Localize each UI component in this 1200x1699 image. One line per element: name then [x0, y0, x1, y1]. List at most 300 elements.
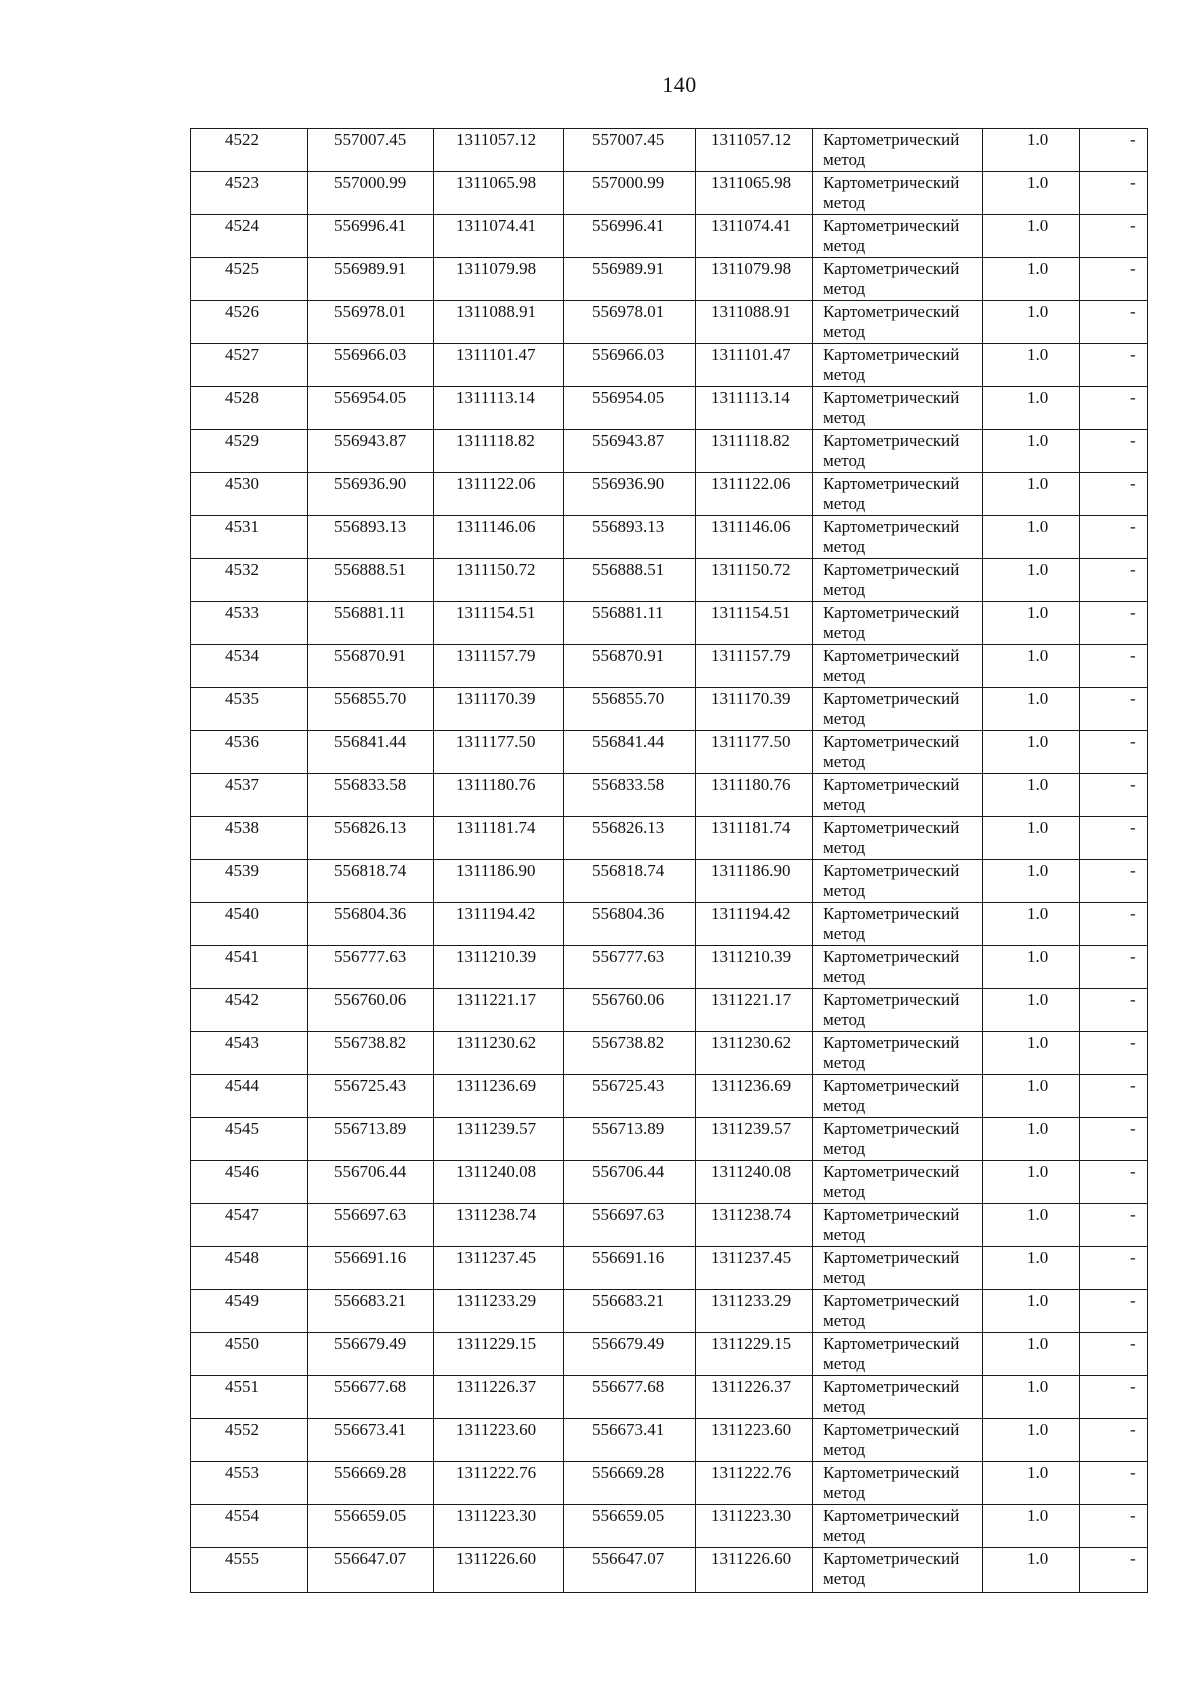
table-row [191, 1376, 1148, 1419]
point-number-cell: 4549 [191, 1290, 308, 1333]
method-cell: Картометрический метод [813, 1333, 983, 1376]
x-coordinate-cell: 556888.51 [308, 559, 434, 602]
table-row [191, 688, 1148, 731]
accuracy-cell: 1.0 [983, 774, 1080, 817]
x-coordinate-cell: 556855.70 [308, 688, 434, 731]
y-coordinate-cell: 1311226.37 [696, 1376, 813, 1419]
x-coordinate-cell: 556893.13 [564, 516, 696, 559]
accuracy-cell: 1.0 [983, 1505, 1080, 1548]
y-coordinate-cell: 1311101.47 [434, 344, 564, 387]
y-coordinate-cell: 1311229.15 [434, 1333, 564, 1376]
y-coordinate-cell: 1311230.62 [434, 1032, 564, 1075]
accuracy-cell: 1.0 [983, 731, 1080, 774]
x-coordinate-cell: 556881.11 [308, 602, 434, 645]
x-coordinate-cell: 556978.01 [564, 301, 696, 344]
method-cell: Картометрический метод [813, 1161, 983, 1204]
accuracy-cell: 1.0 [983, 559, 1080, 602]
y-coordinate-cell: 1311074.41 [696, 215, 813, 258]
note-cell: - [1080, 731, 1148, 774]
y-coordinate-cell: 1311239.57 [696, 1118, 813, 1161]
note-cell: - [1080, 1290, 1148, 1333]
x-coordinate-cell: 556996.41 [308, 215, 434, 258]
note-cell: - [1080, 1032, 1148, 1075]
method-cell: Картометрический метод [813, 1290, 983, 1333]
y-coordinate-cell: 1311154.51 [434, 602, 564, 645]
table-row [191, 215, 1148, 258]
y-coordinate-cell: 1311146.06 [696, 516, 813, 559]
y-coordinate-cell: 1311177.50 [696, 731, 813, 774]
x-coordinate-cell: 556725.43 [308, 1075, 434, 1118]
x-coordinate-cell: 556738.82 [308, 1032, 434, 1075]
note-cell: - [1080, 860, 1148, 903]
point-number-cell: 4546 [191, 1161, 308, 1204]
note-cell: - [1080, 645, 1148, 688]
point-number-cell: 4530 [191, 473, 308, 516]
method-cell: Картометрический метод [813, 1204, 983, 1247]
note-cell: - [1080, 387, 1148, 430]
note-cell: - [1080, 774, 1148, 817]
method-cell: Картометрический метод [813, 1376, 983, 1419]
table-row [191, 1161, 1148, 1204]
point-number-cell: 4537 [191, 774, 308, 817]
x-coordinate-cell: 556777.63 [564, 946, 696, 989]
accuracy-cell: 1.0 [983, 258, 1080, 301]
note-cell: - [1080, 1247, 1148, 1290]
x-coordinate-cell: 556936.90 [308, 473, 434, 516]
y-coordinate-cell: 1311239.57 [434, 1118, 564, 1161]
y-coordinate-cell: 1311222.76 [696, 1462, 813, 1505]
accuracy-cell: 1.0 [983, 1075, 1080, 1118]
y-coordinate-cell: 1311221.17 [434, 989, 564, 1032]
y-coordinate-cell: 1311236.69 [696, 1075, 813, 1118]
point-number-cell: 4527 [191, 344, 308, 387]
method-cell: Картометрический метод [813, 473, 983, 516]
accuracy-cell: 1.0 [983, 172, 1080, 215]
accuracy-cell: 1.0 [983, 1419, 1080, 1462]
note-cell: - [1080, 1462, 1148, 1505]
note-cell: - [1080, 989, 1148, 1032]
note-cell: - [1080, 516, 1148, 559]
table-row [191, 1333, 1148, 1376]
x-coordinate-cell: 556647.07 [308, 1548, 434, 1593]
accuracy-cell: 1.0 [983, 602, 1080, 645]
x-coordinate-cell: 557000.99 [564, 172, 696, 215]
y-coordinate-cell: 1311157.79 [434, 645, 564, 688]
table-row [191, 1247, 1148, 1290]
method-cell: Картометрический метод [813, 860, 983, 903]
table-row [191, 731, 1148, 774]
x-coordinate-cell: 556943.87 [308, 430, 434, 473]
accuracy-cell: 1.0 [983, 860, 1080, 903]
point-number-cell: 4526 [191, 301, 308, 344]
x-coordinate-cell: 557000.99 [308, 172, 434, 215]
accuracy-cell: 1.0 [983, 1032, 1080, 1075]
y-coordinate-cell: 1311146.06 [434, 516, 564, 559]
y-coordinate-cell: 1311065.98 [434, 172, 564, 215]
note-cell: - [1080, 1075, 1148, 1118]
method-cell: Картометрический метод [813, 1462, 983, 1505]
note-cell: - [1080, 258, 1148, 301]
x-coordinate-cell: 556818.74 [308, 860, 434, 903]
x-coordinate-cell: 556669.28 [564, 1462, 696, 1505]
coordinates-table-container [190, 128, 1147, 1593]
note-cell: - [1080, 129, 1148, 172]
x-coordinate-cell: 557007.45 [564, 129, 696, 172]
y-coordinate-cell: 1311230.62 [696, 1032, 813, 1075]
accuracy-cell: 1.0 [983, 989, 1080, 1032]
accuracy-cell: 1.0 [983, 1247, 1080, 1290]
y-coordinate-cell: 1311170.39 [696, 688, 813, 731]
point-number-cell: 4551 [191, 1376, 308, 1419]
note-cell: - [1080, 430, 1148, 473]
y-coordinate-cell: 1311113.14 [696, 387, 813, 430]
y-coordinate-cell: 1311057.12 [696, 129, 813, 172]
y-coordinate-cell: 1311223.30 [434, 1505, 564, 1548]
x-coordinate-cell: 556713.89 [308, 1118, 434, 1161]
table-row [191, 1419, 1148, 1462]
y-coordinate-cell: 1311223.30 [696, 1505, 813, 1548]
x-coordinate-cell: 556677.68 [308, 1376, 434, 1419]
table-row [191, 301, 1148, 344]
note-cell: - [1080, 301, 1148, 344]
y-coordinate-cell: 1311226.60 [434, 1548, 564, 1593]
y-coordinate-cell: 1311157.79 [696, 645, 813, 688]
x-coordinate-cell: 556826.13 [308, 817, 434, 860]
table-row [191, 774, 1148, 817]
table-row [191, 1290, 1148, 1333]
y-coordinate-cell: 1311088.91 [434, 301, 564, 344]
y-coordinate-cell: 1311150.72 [434, 559, 564, 602]
x-coordinate-cell: 556697.63 [564, 1204, 696, 1247]
point-number-cell: 4552 [191, 1419, 308, 1462]
table-row [191, 559, 1148, 602]
point-number-cell: 4531 [191, 516, 308, 559]
x-coordinate-cell: 556841.44 [564, 731, 696, 774]
method-cell: Картометрический метод [813, 946, 983, 989]
point-number-cell: 4532 [191, 559, 308, 602]
note-cell: - [1080, 1204, 1148, 1247]
x-coordinate-cell: 556943.87 [564, 430, 696, 473]
y-coordinate-cell: 1311154.51 [696, 602, 813, 645]
accuracy-cell: 1.0 [983, 1333, 1080, 1376]
y-coordinate-cell: 1311170.39 [434, 688, 564, 731]
y-coordinate-cell: 1311229.15 [696, 1333, 813, 1376]
y-coordinate-cell: 1311223.60 [696, 1419, 813, 1462]
point-number-cell: 4554 [191, 1505, 308, 1548]
note-cell: - [1080, 688, 1148, 731]
method-cell: Картометрический метод [813, 430, 983, 473]
x-coordinate-cell: 556691.16 [308, 1247, 434, 1290]
x-coordinate-cell: 556888.51 [564, 559, 696, 602]
table-row [191, 817, 1148, 860]
coordinates-table [190, 128, 1148, 1593]
table-row [191, 1505, 1148, 1548]
x-coordinate-cell: 556936.90 [564, 473, 696, 516]
x-coordinate-cell: 556683.21 [564, 1290, 696, 1333]
note-cell: - [1080, 903, 1148, 946]
table-row [191, 172, 1148, 215]
point-number-cell: 4547 [191, 1204, 308, 1247]
table-row [191, 430, 1148, 473]
y-coordinate-cell: 1311113.14 [434, 387, 564, 430]
note-cell: - [1080, 946, 1148, 989]
accuracy-cell: 1.0 [983, 688, 1080, 731]
point-number-cell: 4523 [191, 172, 308, 215]
y-coordinate-cell: 1311177.50 [434, 731, 564, 774]
point-number-cell: 4535 [191, 688, 308, 731]
method-cell: Картометрический метод [813, 688, 983, 731]
note-cell: - [1080, 1333, 1148, 1376]
method-cell: Картометрический метод [813, 387, 983, 430]
y-coordinate-cell: 1311181.74 [696, 817, 813, 860]
x-coordinate-cell: 556833.58 [308, 774, 434, 817]
accuracy-cell: 1.0 [983, 473, 1080, 516]
point-number-cell: 4528 [191, 387, 308, 430]
x-coordinate-cell: 556738.82 [564, 1032, 696, 1075]
y-coordinate-cell: 1311186.90 [434, 860, 564, 903]
x-coordinate-cell: 556673.41 [308, 1419, 434, 1462]
table-row [191, 1118, 1148, 1161]
y-coordinate-cell: 1311233.29 [696, 1290, 813, 1333]
y-coordinate-cell: 1311079.98 [434, 258, 564, 301]
y-coordinate-cell: 1311118.82 [434, 430, 564, 473]
x-coordinate-cell: 556777.63 [308, 946, 434, 989]
table-body [191, 129, 1148, 1593]
accuracy-cell: 1.0 [983, 301, 1080, 344]
x-coordinate-cell: 556966.03 [308, 344, 434, 387]
y-coordinate-cell: 1311226.37 [434, 1376, 564, 1419]
y-coordinate-cell: 1311238.74 [696, 1204, 813, 1247]
y-coordinate-cell: 1311233.29 [434, 1290, 564, 1333]
x-coordinate-cell: 556706.44 [308, 1161, 434, 1204]
y-coordinate-cell: 1311194.42 [434, 903, 564, 946]
x-coordinate-cell: 556647.07 [564, 1548, 696, 1593]
point-number-cell: 4536 [191, 731, 308, 774]
point-number-cell: 4540 [191, 903, 308, 946]
y-coordinate-cell: 1311221.17 [696, 989, 813, 1032]
point-number-cell: 4550 [191, 1333, 308, 1376]
table-row [191, 1204, 1148, 1247]
y-coordinate-cell: 1311122.06 [696, 473, 813, 516]
point-number-cell: 4533 [191, 602, 308, 645]
x-coordinate-cell: 556679.49 [308, 1333, 434, 1376]
y-coordinate-cell: 1311222.76 [434, 1462, 564, 1505]
accuracy-cell: 1.0 [983, 1548, 1080, 1593]
method-cell: Картометрический метод [813, 1505, 983, 1548]
method-cell: Картометрический метод [813, 989, 983, 1032]
x-coordinate-cell: 556669.28 [308, 1462, 434, 1505]
note-cell: - [1080, 559, 1148, 602]
x-coordinate-cell: 556826.13 [564, 817, 696, 860]
point-number-cell: 4529 [191, 430, 308, 473]
accuracy-cell: 1.0 [983, 1161, 1080, 1204]
point-number-cell: 4525 [191, 258, 308, 301]
point-number-cell: 4555 [191, 1548, 308, 1593]
table-row [191, 1075, 1148, 1118]
x-coordinate-cell: 556893.13 [308, 516, 434, 559]
x-coordinate-cell: 556659.05 [564, 1505, 696, 1548]
point-number-cell: 4548 [191, 1247, 308, 1290]
method-cell: Картометрический метод [813, 645, 983, 688]
x-coordinate-cell: 556954.05 [308, 387, 434, 430]
y-coordinate-cell: 1311074.41 [434, 215, 564, 258]
point-number-cell: 4539 [191, 860, 308, 903]
table-row [191, 602, 1148, 645]
x-coordinate-cell: 556677.68 [564, 1376, 696, 1419]
accuracy-cell: 1.0 [983, 817, 1080, 860]
x-coordinate-cell: 556673.41 [564, 1419, 696, 1462]
method-cell: Картометрический метод [813, 1247, 983, 1290]
x-coordinate-cell: 556870.91 [564, 645, 696, 688]
method-cell: Картометрический метод [813, 903, 983, 946]
x-coordinate-cell: 556855.70 [564, 688, 696, 731]
table-row [191, 516, 1148, 559]
table-row [191, 1462, 1148, 1505]
table-row [191, 989, 1148, 1032]
page-number: 140 [662, 72, 697, 97]
x-coordinate-cell: 556760.06 [308, 989, 434, 1032]
x-coordinate-cell: 556870.91 [308, 645, 434, 688]
x-coordinate-cell: 556697.63 [308, 1204, 434, 1247]
y-coordinate-cell: 1311101.47 [696, 344, 813, 387]
point-number-cell: 4534 [191, 645, 308, 688]
x-coordinate-cell: 556978.01 [308, 301, 434, 344]
method-cell: Картометрический метод [813, 1548, 983, 1593]
note-cell: - [1080, 1161, 1148, 1204]
point-number-cell: 4522 [191, 129, 308, 172]
point-number-cell: 4541 [191, 946, 308, 989]
method-cell: Картометрический метод [813, 129, 983, 172]
x-coordinate-cell: 556706.44 [564, 1161, 696, 1204]
method-cell: Картометрический метод [813, 344, 983, 387]
x-coordinate-cell: 556881.11 [564, 602, 696, 645]
method-cell: Картометрический метод [813, 258, 983, 301]
note-cell: - [1080, 215, 1148, 258]
method-cell: Картометрический метод [813, 1118, 983, 1161]
y-coordinate-cell: 1311181.74 [434, 817, 564, 860]
note-cell: - [1080, 1118, 1148, 1161]
point-number-cell: 4543 [191, 1032, 308, 1075]
y-coordinate-cell: 1311180.76 [434, 774, 564, 817]
accuracy-cell: 1.0 [983, 516, 1080, 559]
method-cell: Картометрический метод [813, 774, 983, 817]
method-cell: Картометрический метод [813, 817, 983, 860]
y-coordinate-cell: 1311226.60 [696, 1548, 813, 1593]
point-number-cell: 4545 [191, 1118, 308, 1161]
table-row [191, 258, 1148, 301]
y-coordinate-cell: 1311223.60 [434, 1419, 564, 1462]
method-cell: Картометрический метод [813, 1419, 983, 1462]
accuracy-cell: 1.0 [983, 430, 1080, 473]
x-coordinate-cell: 556679.49 [564, 1333, 696, 1376]
y-coordinate-cell: 1311088.91 [696, 301, 813, 344]
table-row [191, 1032, 1148, 1075]
table-row [191, 1548, 1148, 1593]
accuracy-cell: 1.0 [983, 129, 1080, 172]
y-coordinate-cell: 1311240.08 [696, 1161, 813, 1204]
y-coordinate-cell: 1311238.74 [434, 1204, 564, 1247]
x-coordinate-cell: 556989.91 [564, 258, 696, 301]
method-cell: Картометрический метод [813, 1075, 983, 1118]
accuracy-cell: 1.0 [983, 1376, 1080, 1419]
accuracy-cell: 1.0 [983, 903, 1080, 946]
method-cell: Картометрический метод [813, 215, 983, 258]
accuracy-cell: 1.0 [983, 946, 1080, 989]
method-cell: Картометрический метод [813, 301, 983, 344]
x-coordinate-cell: 556659.05 [308, 1505, 434, 1548]
y-coordinate-cell: 1311118.82 [696, 430, 813, 473]
table-row [191, 344, 1148, 387]
y-coordinate-cell: 1311237.45 [434, 1247, 564, 1290]
y-coordinate-cell: 1311079.98 [696, 258, 813, 301]
method-cell: Картометрический метод [813, 516, 983, 559]
accuracy-cell: 1.0 [983, 387, 1080, 430]
x-coordinate-cell: 556713.89 [564, 1118, 696, 1161]
note-cell: - [1080, 473, 1148, 516]
note-cell: - [1080, 1505, 1148, 1548]
y-coordinate-cell: 1311237.45 [696, 1247, 813, 1290]
note-cell: - [1080, 602, 1148, 645]
accuracy-cell: 1.0 [983, 1290, 1080, 1333]
x-coordinate-cell: 556954.05 [564, 387, 696, 430]
point-number-cell: 4524 [191, 215, 308, 258]
y-coordinate-cell: 1311236.69 [434, 1075, 564, 1118]
y-coordinate-cell: 1311057.12 [434, 129, 564, 172]
method-cell: Картометрический метод [813, 172, 983, 215]
method-cell: Картометрический метод [813, 602, 983, 645]
note-cell: - [1080, 1548, 1148, 1593]
accuracy-cell: 1.0 [983, 215, 1080, 258]
x-coordinate-cell: 556804.36 [308, 903, 434, 946]
point-number-cell: 4544 [191, 1075, 308, 1118]
table-row [191, 129, 1148, 172]
y-coordinate-cell: 1311180.76 [696, 774, 813, 817]
x-coordinate-cell: 556760.06 [564, 989, 696, 1032]
x-coordinate-cell: 556691.16 [564, 1247, 696, 1290]
table-row [191, 473, 1148, 516]
y-coordinate-cell: 1311194.42 [696, 903, 813, 946]
note-cell: - [1080, 817, 1148, 860]
table-row [191, 860, 1148, 903]
y-coordinate-cell: 1311122.06 [434, 473, 564, 516]
accuracy-cell: 1.0 [983, 645, 1080, 688]
note-cell: - [1080, 1376, 1148, 1419]
x-coordinate-cell: 556818.74 [564, 860, 696, 903]
table-row [191, 946, 1148, 989]
x-coordinate-cell: 556989.91 [308, 258, 434, 301]
x-coordinate-cell: 556683.21 [308, 1290, 434, 1333]
accuracy-cell: 1.0 [983, 344, 1080, 387]
table-row [191, 903, 1148, 946]
accuracy-cell: 1.0 [983, 1204, 1080, 1247]
x-coordinate-cell: 556996.41 [564, 215, 696, 258]
note-cell: - [1080, 172, 1148, 215]
x-coordinate-cell: 556841.44 [308, 731, 434, 774]
method-cell: Картометрический метод [813, 731, 983, 774]
accuracy-cell: 1.0 [983, 1118, 1080, 1161]
x-coordinate-cell: 556725.43 [564, 1075, 696, 1118]
y-coordinate-cell: 1311210.39 [696, 946, 813, 989]
x-coordinate-cell: 556804.36 [564, 903, 696, 946]
y-coordinate-cell: 1311240.08 [434, 1161, 564, 1204]
x-coordinate-cell: 556833.58 [564, 774, 696, 817]
point-number-cell: 4553 [191, 1462, 308, 1505]
y-coordinate-cell: 1311186.90 [696, 860, 813, 903]
x-coordinate-cell: 556966.03 [564, 344, 696, 387]
point-number-cell: 4538 [191, 817, 308, 860]
y-coordinate-cell: 1311150.72 [696, 559, 813, 602]
method-cell: Картометрический метод [813, 1032, 983, 1075]
